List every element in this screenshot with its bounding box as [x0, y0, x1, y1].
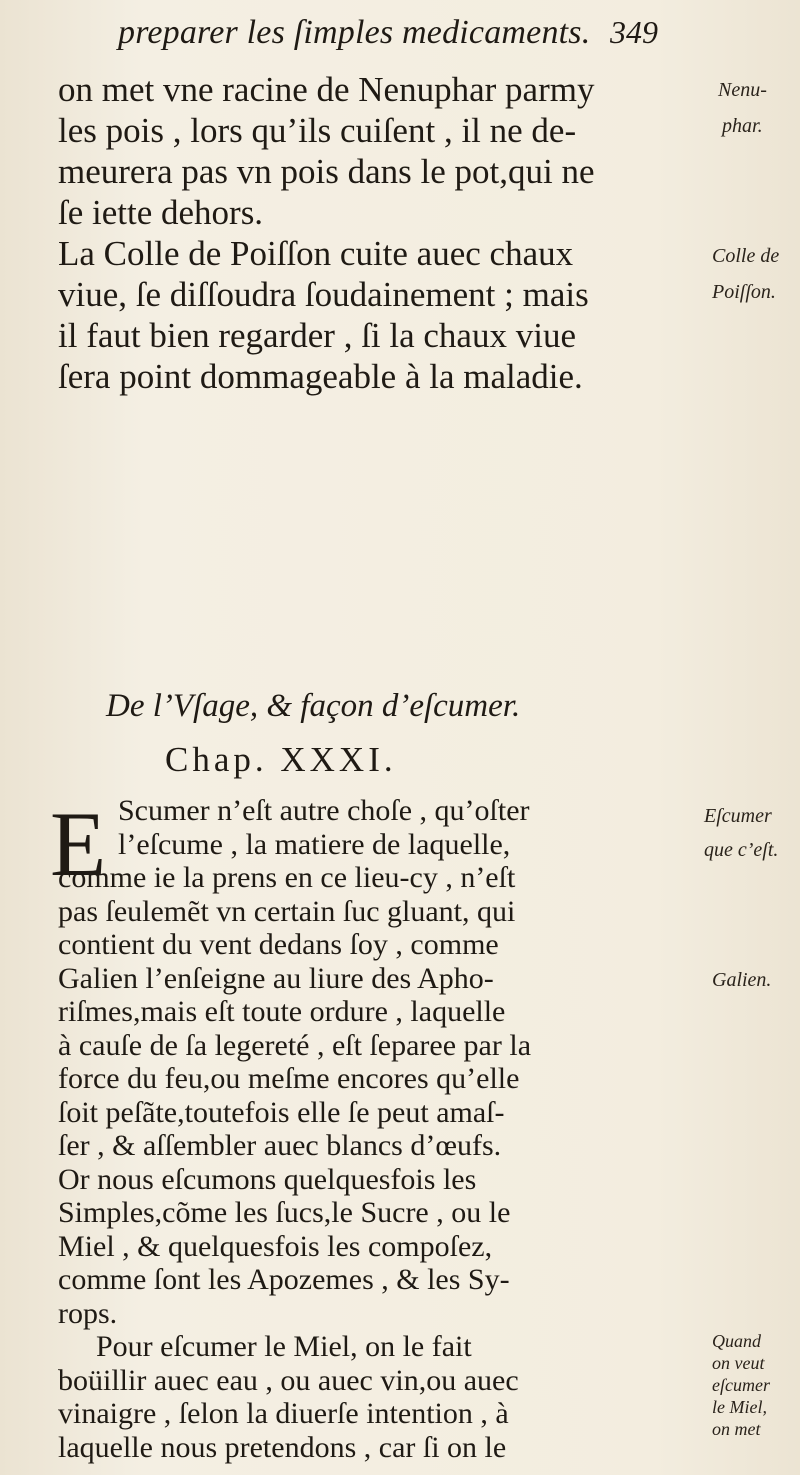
- margin-note: Galien.: [712, 968, 772, 991]
- text-line: Or nous eſcumons quelquesfois les: [58, 1162, 477, 1196]
- margin-note: Nenu-: [718, 79, 767, 101]
- text-line: Pour eſcumer le Miel, on le fait: [96, 1330, 472, 1363]
- text-line: comme ſont les Apozemes , & les Sy-: [58, 1263, 510, 1296]
- margin-note: que c’eſt.: [704, 839, 779, 861]
- text-line: laquelle nous pretendons , car ſi on le: [58, 1430, 507, 1464]
- text-line: à cauſe de ſa legereté , eſt ſeparee par la: [58, 1028, 532, 1062]
- section-title: De l’Vſage, & façon d’eſcumer.: [106, 688, 521, 724]
- margin-note: le Miel,: [712, 1397, 767, 1417]
- margin-note: phar.: [722, 115, 763, 137]
- text-line: ſe iette dehors.: [58, 193, 264, 232]
- text-line: pas ſeulemẽt vn certain ſuc gluant, qui: [58, 894, 516, 928]
- text-line: La Colle de Poiſſon cuite auec chaux: [58, 234, 574, 273]
- text-line: boüillir auec eau , ou auec vin,ou auec: [58, 1363, 519, 1397]
- margin-note: on veut: [712, 1353, 765, 1373]
- margin-note: Poiſſon.: [712, 281, 776, 303]
- text-line: Miel , & quelquesfois les compoſez,: [58, 1229, 493, 1263]
- text-line: Galien l’enſeigne au liure des Apho-: [58, 961, 494, 995]
- margin-note: on met: [712, 1419, 761, 1439]
- text-line: les pois , lors qu’ils cuiſent , il ne de-: [58, 111, 577, 150]
- text-line: vinaigre , ſelon la diuerſe intention , à: [58, 1397, 509, 1430]
- text-line: ſoit peſãte,toutefois elle ſe peut amaſ-: [58, 1095, 505, 1129]
- text-line: force du feu,ou meſme encores qu’elle: [58, 1062, 520, 1095]
- margin-note: Colle de: [712, 245, 780, 267]
- page-number: 349: [610, 14, 658, 50]
- page-header: [118, 14, 678, 58]
- margin-note: Eſcumer: [704, 805, 772, 827]
- margin-note: eſcumer: [712, 1375, 770, 1395]
- text-line: rops.: [58, 1296, 118, 1330]
- text-line: ſer , & aſſembler auec blancs d’œufs.: [58, 1129, 502, 1162]
- text-line: il faut bien regarder , ſi la chaux viue: [58, 316, 576, 355]
- text-line: viue, ſe diſſoudra ſoudainement ; mais: [58, 275, 589, 314]
- text-line: contient du vent dedans ſoy , comme: [58, 928, 499, 961]
- margin-note: Quand: [712, 1331, 761, 1351]
- drop-cap: E: [50, 793, 107, 895]
- text-line: ſera point dommageable à la maladie.: [58, 357, 583, 396]
- text-line: comme ie la prens en ce lieu-cy , n’eſt: [58, 861, 516, 894]
- running-title: preparer les ſimples medicaments.: [118, 14, 591, 51]
- text-line: on met vne racine de Nenuphar parmy: [58, 70, 595, 109]
- text-line: Simples,cõme les ſucs,le Sucre , ou le: [58, 1196, 511, 1229]
- text-line: Scumer n’eſt autre choſe , qu’oſter: [118, 794, 530, 827]
- text-line: riſmes,mais eſt toute ordure , laquelle: [58, 995, 506, 1028]
- chapter-heading: Chap. XXXI.: [165, 740, 397, 779]
- text-line: meurera pas vn pois dans le pot,qui ne: [58, 152, 595, 191]
- text-line: l’eſcume , la matiere de laquelle,: [118, 827, 511, 861]
